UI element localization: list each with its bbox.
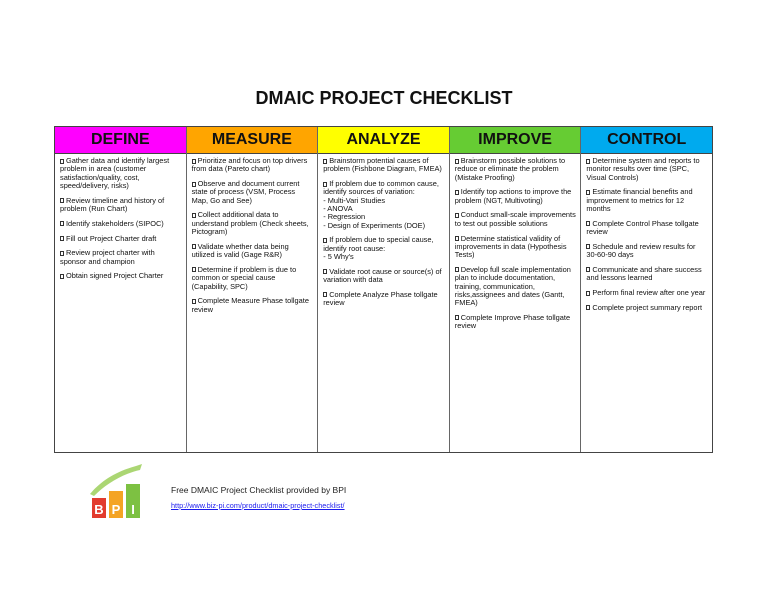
header-measure: MEASURE (187, 127, 318, 154)
checkbox-icon[interactable] (455, 236, 459, 241)
column-analyze (318, 127, 450, 452)
column-define (55, 127, 187, 452)
checklist-item[interactable]: Complete Measure Phase tollgate review (191, 296, 309, 314)
checkbox-icon[interactable] (60, 274, 64, 279)
checklist-item[interactable]: Validate whether data being utilized is valid (Gage R&R) (191, 241, 289, 260)
header-improve: IMPROVE (450, 127, 581, 154)
sub-item: - Regression (323, 212, 366, 222)
checkbox-icon[interactable] (586, 190, 590, 195)
checkbox-icon[interactable] (586, 244, 590, 249)
checkbox-icon[interactable] (455, 267, 459, 272)
checkbox-icon[interactable] (60, 159, 64, 164)
checklist-item[interactable]: If problem due to common cause, identify sources of variation: - Multi-Vari Studies - ANOVA - Regression - Design of Experiments (DOE) (323, 180, 445, 230)
footer-text: Free DMAIC Project Checklist provided by BPI (171, 485, 347, 495)
checkbox-icon[interactable] (586, 159, 590, 164)
checklist-item[interactable]: Gather data and identify largest problem in area (customer satisfaction/quality, cost, speed/delivery, risks) (60, 156, 170, 190)
checklist-item[interactable]: Prioritize and focus on top drivers from data (Pareto chart) (191, 156, 308, 174)
checklist-item[interactable]: Obtain signed Project Charter (60, 272, 182, 280)
checklist-item[interactable]: Complete Improve Phase tollgate review (454, 312, 571, 331)
checkbox-icon[interactable] (192, 213, 196, 218)
checkbox-icon[interactable] (455, 315, 459, 320)
header-analyze: ANALYZE (318, 127, 449, 154)
checklist-item[interactable]: Brainstorm possible solutions to reduce or eliminate the problem (Mistake Proofing) (454, 156, 566, 182)
checkbox-icon[interactable] (192, 159, 196, 164)
checklist-item[interactable]: Review timeline and history of problem (Run Chart) (60, 195, 165, 213)
checklist-item[interactable]: Collect additional data to understand problem (Check sheets, Pictogram) (191, 210, 309, 237)
checkbox-icon[interactable] (586, 267, 590, 272)
checkbox-icon[interactable] (455, 213, 459, 218)
checkbox-icon[interactable] (455, 159, 459, 164)
checkbox-icon[interactable] (192, 267, 196, 272)
checkbox-icon[interactable] (60, 198, 64, 203)
checklist-item[interactable]: Develop full scale implementation plan to include documentation, training, communication, risks,assignees and dates (Gantt, FMEA) (454, 264, 571, 308)
checkbox-icon[interactable] (323, 238, 327, 243)
checkbox-icon[interactable] (192, 182, 196, 187)
checklist-item[interactable]: Determine system and reports to monitor results over time (SPC, Visual Controls) (586, 156, 700, 182)
checklist-item[interactable]: Identify stakeholders (SIPOC) (60, 220, 182, 228)
checkbox-icon[interactable] (192, 299, 196, 304)
checkbox-icon[interactable] (586, 305, 590, 310)
sub-item: - Multi-Vari Studies (323, 195, 386, 205)
checklist-item[interactable]: Brainstorm potential causes of problem (Fishbone Diagram, FMEA) (323, 156, 442, 174)
checkbox-icon[interactable] (192, 244, 196, 249)
checklist-item[interactable]: Complete project summary report (586, 304, 708, 312)
checkbox-icon[interactable] (586, 221, 590, 226)
bpi-logo (88, 464, 148, 522)
svg-text:P: P (111, 502, 121, 517)
checklist-item[interactable]: Determine statistical validity of improvements in data (Hypothesis Tests) (454, 233, 567, 260)
checklist-item[interactable]: Estimate financial benefits and improvement to metrics for 12 months (586, 187, 693, 213)
column-control (581, 127, 712, 452)
checklist-item[interactable]: Communicate and share success and lessons learned (586, 264, 702, 283)
checklist-item[interactable]: Fill out Project Charter draft (60, 235, 182, 243)
checklist-item[interactable]: Complete Analyze Phase tollgate review (323, 289, 438, 308)
svg-text:I: I (131, 502, 135, 517)
checkbox-icon[interactable] (323, 159, 327, 164)
checkbox-icon[interactable] (586, 291, 590, 296)
checklist-item[interactable]: Conduct small-scale improvements to test out possible solutions (454, 210, 576, 228)
header-define: DEFINE (55, 127, 186, 154)
checklist-item[interactable]: Determine if problem is due to common or special cause (Capability, SPC) (191, 264, 297, 291)
column-improve (450, 127, 582, 452)
checkbox-icon[interactable] (60, 236, 64, 241)
checkbox-icon[interactable] (60, 251, 64, 256)
checkbox-icon[interactable] (323, 269, 327, 274)
checklist-item[interactable]: Schedule and review results for 30-60-90 days (586, 241, 696, 260)
checklist-item[interactable]: Perform final review after one year (586, 289, 708, 297)
checklist-item[interactable]: Complete Control Phase tollgate review (586, 218, 699, 237)
checklist-item[interactable]: Validate root cause or source(s) of variation with data (323, 266, 442, 285)
checklist-item[interactable]: If problem due to special cause, identify root cause: - 5 Why's (323, 236, 445, 261)
checklist-item[interactable]: Review project charter with sponsor and champion (60, 248, 155, 266)
footer-link[interactable]: http://www.biz-pi.com/product/dmaic-project-checklist/ (171, 501, 345, 510)
checkbox-icon[interactable] (323, 292, 327, 297)
column-measure (187, 127, 319, 452)
sub-item: - ANOVA (323, 203, 353, 213)
checklist-item[interactable]: Identify top actions to improve the problem (NGT, Multivoting) (454, 187, 572, 205)
svg-text:B: B (94, 502, 104, 517)
checklist-item[interactable]: Observe and document current state of process (VSM, Process Map, Go and See) (191, 179, 300, 205)
checkbox-icon[interactable] (455, 190, 459, 195)
sub-item: - 5 Why's (323, 251, 354, 261)
header-control: CONTROL (581, 127, 712, 154)
checkbox-icon[interactable] (60, 221, 64, 226)
page-title: DMAIC PROJECT CHECKLIST (255, 88, 513, 108)
checklist-table (54, 126, 713, 453)
sub-item: - Design of Experiments (DOE) (323, 220, 426, 230)
checkbox-icon[interactable] (323, 182, 327, 187)
